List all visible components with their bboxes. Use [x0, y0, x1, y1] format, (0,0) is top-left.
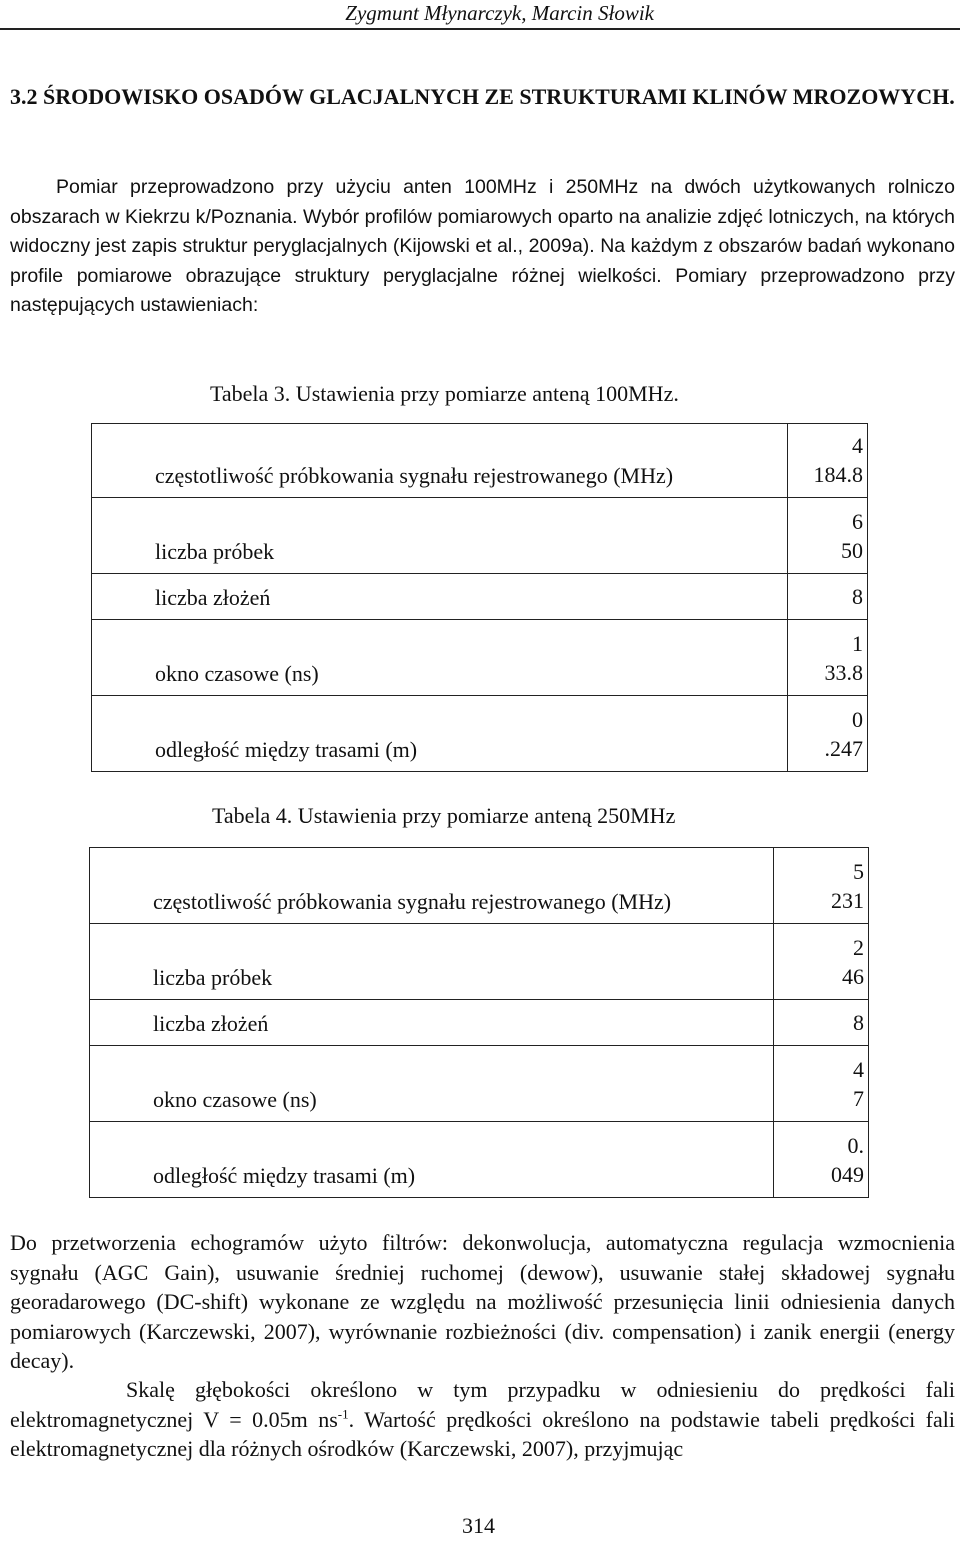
- running-header: [0, 0, 960, 30]
- table-row: [90, 1122, 869, 1198]
- table-3-label-stacks: liczba złożeń: [92, 574, 788, 620]
- table-3-value-stacks: 8: [788, 574, 868, 620]
- table-row: [92, 498, 868, 574]
- depth-scale-text-end: . Wartość prędkości określono na podstawie tabeli prędkości fali elektromagnetycznej dla różnych ośrodków (Karczewski, 2007), przyjmując: [10, 1406, 955, 1461]
- processing-paragraph: Do przetworzenia echogramów użyto filtrów: dekonwolucja, automatyczna regulacja wzmocnienia sygnału (AGC Gain), usuwanie średniej ruchomej (dewow), usuwanie stałej składowej sygnału georadarowego (DC-shift) wykonane ze względu na możliwość przesunięcia linii odniesienia danych pomiarowych (Karczewski, 2007), wyrównanie rozbieżności (div. compensation) i zanik energii (energy decay).: [10, 1230, 955, 1373]
- table-4-value-sampling-frequency: 5 231: [774, 848, 869, 924]
- table-4-value-trace-spacing: 0. 049: [774, 1122, 869, 1198]
- table-3-value-sampling-frequency: 4 184.8: [788, 424, 868, 498]
- table-3-label-sampling-frequency: częstotliwość próbkowania sygnału rejestrowanego (MHz): [92, 424, 788, 498]
- intro-paragraph: Pomiar przeprowadzono przy użyciu anten 100MHz i 250MHz na dwóch użytkowanych rolniczo obszarach w Kiekrzu k/Poznania. Wybór profilów pomiarowych oparto na analizie zdjęć lotniczych, na których widoczny jest zapis struktur peryglacjalnych (Kijowski et al., 2009a). Na każdym z obszarów badań wykonano profile pomiarowe obrazujące struktury peryglacjalne różnej wielkości. Pomiary przeprowadzono przy następujących ustawieniach:: [10, 176, 955, 316]
- depth-scale-text-start: Skalę głębokości określono w tym przypadku w odniesieniu do prędkości fali elektromagnetycznej V = 0.05m ns: [10, 1377, 955, 1432]
- table-row: [92, 574, 868, 620]
- table-4: [89, 847, 869, 1198]
- table-row: [90, 848, 869, 924]
- table-row: [90, 1000, 869, 1046]
- table-4-label-sampling-frequency: częstotliwość próbkowania sygnału rejestrowanego (MHz): [90, 848, 774, 924]
- unit-exponent: -1: [337, 1406, 349, 1422]
- table-row: [92, 696, 868, 772]
- page-number: 314: [462, 1513, 495, 1538]
- table-4-label-trace-spacing: odległość między trasami (m): [90, 1122, 774, 1198]
- table-row: [90, 1046, 869, 1122]
- header-authors: Zygmunt Młynarczyk, Marcin Słowik: [345, 1, 654, 25]
- table-row: [92, 620, 868, 696]
- section-heading: 3.2 ŚRODOWISKO OSADÓW GLACJALNYCH ZE STRUKTURAMI KLINÓW MROZOWYCH.: [10, 84, 955, 109]
- table-4-label-stacks: liczba złożeń: [90, 1000, 774, 1046]
- table-3: [91, 423, 868, 772]
- table-row: [92, 424, 868, 498]
- table-4-value-samples: 2 46: [774, 924, 869, 1000]
- table-3-value-time-window: 1 33.8: [788, 620, 868, 696]
- table-3-value-samples: 6 50: [788, 498, 868, 574]
- depth-scale-paragraph: [10, 1375, 955, 1464]
- table-3-label-trace-spacing: odległość między trasami (m): [92, 696, 788, 772]
- table-3-caption: Tabela 3. Ustawienia przy pomiarze anteną 100MHz.: [210, 381, 679, 406]
- table-4-value-stacks: 8: [774, 1000, 869, 1046]
- table-3-value-trace-spacing: 0 .247: [788, 696, 868, 772]
- table-row: [90, 924, 869, 1000]
- table-4-label-samples: liczba próbek: [90, 924, 774, 1000]
- table-3-label-time-window: okno czasowe (ns): [92, 620, 788, 696]
- table-3-label-samples: liczba próbek: [92, 498, 788, 574]
- table-4-caption: Tabela 4. Ustawienia przy pomiarze anteną 250MHz: [212, 803, 676, 828]
- table-4-value-time-window: 4 7: [774, 1046, 869, 1122]
- table-4-label-time-window: okno czasowe (ns): [90, 1046, 774, 1122]
